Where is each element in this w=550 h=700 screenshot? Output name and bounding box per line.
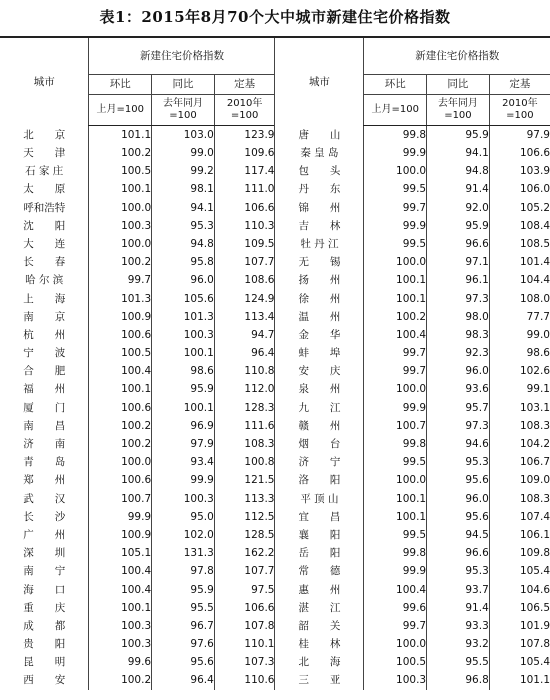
city-cell-right: 济 宁	[275, 453, 364, 471]
yoy-cell-left: 100.3	[152, 490, 215, 508]
city-cell-right: 湛 江	[275, 599, 364, 617]
mom-cell-right: 100.3	[364, 672, 427, 690]
yoy-cell-left: 100.3	[152, 326, 215, 344]
mom-cell-right: 99.7	[364, 344, 427, 362]
city-cell-left: 上 海	[23, 292, 66, 305]
base-cell-left: 97.5	[214, 581, 275, 599]
city-cell-left: 南 宁	[23, 565, 66, 578]
yoy-cell-left: 96.4	[152, 672, 215, 690]
yoy-cell-right: 95.6	[427, 508, 490, 526]
mom-cell-left: 101.3	[89, 290, 152, 308]
base-cell-right: 101.1	[489, 672, 550, 690]
mom-cell-left: 100.7	[89, 490, 152, 508]
yoy-cell-right: 96.6	[427, 235, 490, 253]
base-cell-right: 101.9	[489, 617, 550, 635]
mom-cell-right: 100.4	[364, 326, 427, 344]
yoy-cell-right: 95.3	[427, 563, 490, 581]
yoy-cell-left: 100.1	[152, 399, 215, 417]
table-row	[0, 635, 550, 653]
mom-cell-left: 100.2	[89, 253, 152, 271]
base-cell-left: 106.6	[214, 599, 275, 617]
city-cell-right: 丹 东	[275, 181, 364, 199]
yoy-cell-right: 92.0	[427, 199, 490, 217]
mom-cell-left: 100.0	[89, 453, 152, 471]
yoy-cell-left: 98.6	[152, 362, 215, 380]
city-cell-left: 重 庆	[23, 601, 66, 614]
city-cell-left: 深 圳	[23, 547, 66, 560]
city-cell-left: 武 汉	[23, 492, 66, 505]
mom-cell-right: 99.8	[364, 126, 427, 145]
mom-cell-right: 100.0	[364, 162, 427, 180]
mom-cell-left: 99.7	[89, 272, 152, 290]
city-cell-left: 长 沙	[23, 510, 66, 523]
yoy-cell-left: 94.8	[152, 235, 215, 253]
base-cell-left: 106.6	[214, 199, 275, 217]
yoy-cell-left: 95.0	[152, 508, 215, 526]
table-row	[0, 417, 550, 435]
mom-cell-left: 100.4	[89, 362, 152, 380]
city-cell-left: 西 安	[23, 674, 66, 687]
mom-cell-left: 100.3	[89, 617, 152, 635]
yoy-cell-left: 95.6	[152, 653, 215, 671]
base-cell-right: 106.7	[489, 453, 550, 471]
base-cell-right: 102.6	[489, 362, 550, 380]
mom-cell-right: 99.5	[364, 235, 427, 253]
base-cell-left: 107.7	[214, 253, 275, 271]
mom-cell-left: 100.2	[89, 672, 152, 690]
city-cell-right: 岳 阳	[275, 544, 364, 562]
mom-cell-left: 101.1	[89, 126, 152, 145]
city-cell-left: 杭 州	[23, 328, 66, 341]
base-subheader-right: 2010年=100	[489, 95, 550, 126]
base-cell-right: 108.5	[489, 235, 550, 253]
mom-header-right: 环比	[364, 75, 427, 95]
yoy-cell-right: 94.5	[427, 526, 490, 544]
city-cell-left: 郑 州	[23, 474, 66, 487]
mom-cell-right: 100.2	[364, 308, 427, 326]
yoy-cell-left: 95.9	[152, 581, 215, 599]
yoy-cell-right: 96.1	[427, 272, 490, 290]
yoy-cell-left: 95.8	[152, 253, 215, 271]
city-header-right: 城市	[275, 37, 364, 126]
mom-cell-left: 100.4	[89, 581, 152, 599]
mom-cell-right: 99.9	[364, 399, 427, 417]
table-row	[0, 362, 550, 380]
mom-cell-left: 100.2	[89, 417, 152, 435]
mom-cell-right: 100.0	[364, 381, 427, 399]
mom-cell-right: 100.1	[364, 508, 427, 526]
table-row	[0, 526, 550, 544]
price-index-table	[0, 36, 550, 690]
index-group-header-right: 新建住宅价格指数	[364, 37, 550, 75]
base-cell-left: 113.4	[214, 308, 275, 326]
table-title: 表1：2015年8月70个大中城市新建住宅价格指数	[99, 8, 451, 26]
mom-cell-left: 100.2	[89, 435, 152, 453]
yoy-cell-left: 94.1	[152, 199, 215, 217]
mom-cell-left: 100.4	[89, 563, 152, 581]
city-cell-left: 呼和浩特	[23, 201, 66, 214]
city-cell-left: 石 家 庄	[25, 165, 64, 178]
yoy-cell-right: 98.3	[427, 326, 490, 344]
yoy-cell-right: 93.7	[427, 581, 490, 599]
table-row	[0, 381, 550, 399]
city-cell-right: 惠 州	[275, 581, 364, 599]
mom-cell-left: 100.9	[89, 526, 152, 544]
mom-cell-right: 100.1	[364, 490, 427, 508]
mom-cell-left: 100.3	[89, 635, 152, 653]
city-cell-left: 昆 明	[23, 656, 66, 669]
table-row	[0, 253, 550, 271]
base-cell-left: 123.9	[214, 126, 275, 145]
base-cell-right: 104.6	[489, 581, 550, 599]
mom-cell-right: 99.5	[364, 453, 427, 471]
yoy-cell-left: 95.9	[152, 381, 215, 399]
base-cell-left: 109.5	[214, 235, 275, 253]
mom-cell-left: 100.6	[89, 472, 152, 490]
city-cell-right: 包 头	[275, 162, 364, 180]
mom-cell-left: 99.9	[89, 508, 152, 526]
city-cell-left: 南 京	[23, 310, 66, 323]
mom-header-left: 环比	[89, 75, 152, 95]
city-cell-left: 南 昌	[23, 419, 66, 432]
mom-cell-right: 100.0	[364, 472, 427, 490]
city-cell-right: 平 顶 山	[275, 490, 364, 508]
city-cell-left: 海 口	[23, 583, 66, 596]
city-cell-right: 泉 州	[275, 381, 364, 399]
base-cell-right: 108.4	[489, 217, 550, 235]
table-row	[0, 508, 550, 526]
table-row	[0, 472, 550, 490]
mom-subheader-left: 上月=100	[89, 95, 152, 126]
table-row	[0, 217, 550, 235]
yoy-cell-right: 95.6	[427, 472, 490, 490]
city-header-left: 城市	[33, 75, 55, 88]
base-header-right: 定基	[489, 75, 550, 95]
city-cell-right: 北 海	[275, 653, 364, 671]
base-cell-left: 110.8	[214, 362, 275, 380]
mom-cell-right: 100.0	[364, 253, 427, 271]
mom-cell-left: 100.9	[89, 308, 152, 326]
base-cell-left: 112.0	[214, 381, 275, 399]
base-cell-right: 104.4	[489, 272, 550, 290]
yoy-cell-left: 99.2	[152, 162, 215, 180]
table-row	[0, 290, 550, 308]
city-cell-right: 金 华	[275, 326, 364, 344]
city-cell-right: 锦 州	[275, 199, 364, 217]
mom-cell-right: 99.9	[364, 144, 427, 162]
city-cell-right: 韶 关	[275, 617, 364, 635]
table-row	[0, 435, 550, 453]
yoy-cell-left: 97.8	[152, 563, 215, 581]
base-cell-right: 103.1	[489, 399, 550, 417]
yoy-cell-left: 96.9	[152, 417, 215, 435]
table-row	[0, 235, 550, 253]
table-row	[0, 344, 550, 362]
city-cell-right: 徐 州	[275, 290, 364, 308]
city-cell-right: 吉 林	[275, 217, 364, 235]
city-cell-left: 济 南	[23, 438, 66, 451]
mom-cell-right: 99.5	[364, 181, 427, 199]
mom-cell-right: 99.7	[364, 199, 427, 217]
yoy-cell-right: 98.0	[427, 308, 490, 326]
city-cell-left: 成 都	[23, 619, 66, 632]
city-cell-left: 青 岛	[23, 456, 66, 469]
base-cell-left: 110.1	[214, 635, 275, 653]
base-cell-left: 110.3	[214, 217, 275, 235]
city-cell-left: 哈 尔 滨	[25, 274, 64, 287]
base-cell-left: 107.7	[214, 563, 275, 581]
city-cell-left: 贵 阳	[23, 638, 66, 651]
yoy-cell-right: 97.3	[427, 417, 490, 435]
city-cell-left: 天 津	[23, 147, 66, 160]
table-row	[0, 144, 550, 162]
mom-cell-right: 100.0	[364, 635, 427, 653]
table-row	[0, 490, 550, 508]
yoy-subheader-right: 去年同月=100	[427, 95, 490, 126]
mom-cell-right: 99.5	[364, 526, 427, 544]
yoy-subheader-left: 去年同月=100	[152, 95, 215, 126]
base-cell-left: 111.6	[214, 417, 275, 435]
base-subheader-left: 2010年=100	[214, 95, 275, 126]
city-cell-right: 蚌 埠	[275, 344, 364, 362]
base-cell-left: 94.7	[214, 326, 275, 344]
yoy-cell-right: 93.2	[427, 635, 490, 653]
city-cell-right: 赣 州	[275, 417, 364, 435]
base-cell-right: 105.4	[489, 563, 550, 581]
yoy-cell-left: 95.5	[152, 599, 215, 617]
table-row	[0, 617, 550, 635]
city-cell-right: 温 州	[275, 308, 364, 326]
mom-cell-right: 99.7	[364, 362, 427, 380]
city-cell-right: 牡 丹 江	[275, 235, 364, 253]
mom-cell-left: 100.2	[89, 144, 152, 162]
yoy-cell-left: 100.1	[152, 344, 215, 362]
mom-cell-left: 100.0	[89, 199, 152, 217]
yoy-cell-left: 99.9	[152, 472, 215, 490]
base-cell-left: 108.3	[214, 435, 275, 453]
table-row	[0, 199, 550, 217]
base-cell-left: 124.9	[214, 290, 275, 308]
yoy-cell-right: 91.4	[427, 599, 490, 617]
city-cell-left: 长 春	[23, 256, 66, 269]
mom-cell-right: 99.7	[364, 617, 427, 635]
mom-cell-left: 100.6	[89, 399, 152, 417]
base-cell-right: 106.6	[489, 144, 550, 162]
table-row	[0, 162, 550, 180]
table-row	[0, 672, 550, 690]
base-cell-right: 109.0	[489, 472, 550, 490]
table-row	[0, 308, 550, 326]
yoy-cell-right: 97.3	[427, 290, 490, 308]
yoy-header-right: 同比	[427, 75, 490, 95]
mom-cell-right: 99.8	[364, 435, 427, 453]
base-cell-right: 104.2	[489, 435, 550, 453]
yoy-cell-left: 96.0	[152, 272, 215, 290]
base-cell-left: 107.8	[214, 617, 275, 635]
city-cell-right: 桂 林	[275, 635, 364, 653]
city-cell-right: 唐 山	[275, 126, 364, 145]
base-cell-right: 105.2	[489, 199, 550, 217]
table-row	[0, 181, 550, 199]
table-row	[0, 272, 550, 290]
base-cell-right: 77.7	[489, 308, 550, 326]
base-cell-left: 96.4	[214, 344, 275, 362]
table-row	[0, 599, 550, 617]
city-cell-right: 襄 阳	[275, 526, 364, 544]
yoy-cell-left: 93.4	[152, 453, 215, 471]
mom-cell-right: 100.1	[364, 290, 427, 308]
base-cell-left: 111.0	[214, 181, 275, 199]
base-cell-left: 108.6	[214, 272, 275, 290]
yoy-cell-left: 97.9	[152, 435, 215, 453]
mom-cell-left: 100.0	[89, 235, 152, 253]
table-row	[0, 126, 550, 145]
mom-cell-left: 100.1	[89, 599, 152, 617]
yoy-cell-left: 131.3	[152, 544, 215, 562]
yoy-cell-left: 102.0	[152, 526, 215, 544]
city-cell-left: 北 京	[23, 128, 66, 141]
city-cell-left: 合 肥	[23, 365, 66, 378]
mom-cell-right: 100.7	[364, 417, 427, 435]
table-row	[0, 653, 550, 671]
city-cell-left: 厦 门	[23, 401, 66, 414]
table-row	[0, 581, 550, 599]
mom-cell-right: 99.8	[364, 544, 427, 562]
index-group-header-left: 新建住宅价格指数	[89, 37, 275, 75]
base-cell-left: 100.8	[214, 453, 275, 471]
city-cell-right: 扬 州	[275, 272, 364, 290]
yoy-cell-right: 94.6	[427, 435, 490, 453]
city-cell-right: 洛 阳	[275, 472, 364, 490]
base-cell-right: 108.3	[489, 417, 550, 435]
yoy-cell-right: 96.6	[427, 544, 490, 562]
yoy-cell-right: 94.8	[427, 162, 490, 180]
mom-cell-right: 99.9	[364, 563, 427, 581]
base-cell-left: 162.2	[214, 544, 275, 562]
yoy-cell-left: 101.3	[152, 308, 215, 326]
base-cell-right: 103.9	[489, 162, 550, 180]
base-cell-right: 101.4	[489, 253, 550, 271]
base-cell-right: 107.4	[489, 508, 550, 526]
city-cell-left: 广 州	[23, 528, 66, 541]
mom-cell-right: 100.1	[364, 272, 427, 290]
base-header-left: 定基	[214, 75, 275, 95]
yoy-cell-right: 95.5	[427, 653, 490, 671]
yoy-cell-left: 98.1	[152, 181, 215, 199]
base-cell-right: 97.9	[489, 126, 550, 145]
mom-cell-left: 100.5	[89, 344, 152, 362]
base-cell-right: 109.8	[489, 544, 550, 562]
base-cell-left: 113.3	[214, 490, 275, 508]
table-row	[0, 563, 550, 581]
yoy-cell-right: 97.1	[427, 253, 490, 271]
city-cell-left: 宁 波	[23, 347, 66, 360]
yoy-cell-right: 93.3	[427, 617, 490, 635]
base-cell-right: 108.3	[489, 490, 550, 508]
base-cell-left: 128.5	[214, 526, 275, 544]
mom-subheader-right: 上月=100	[364, 95, 427, 126]
base-cell-right: 108.0	[489, 290, 550, 308]
yoy-cell-right: 95.9	[427, 126, 490, 145]
mom-cell-left: 100.1	[89, 181, 152, 199]
yoy-cell-right: 95.3	[427, 453, 490, 471]
yoy-cell-left: 105.6	[152, 290, 215, 308]
yoy-cell-left: 96.7	[152, 617, 215, 635]
base-cell-left: 117.4	[214, 162, 275, 180]
city-cell-right: 九 江	[275, 399, 364, 417]
base-cell-right: 99.0	[489, 326, 550, 344]
mom-cell-left: 100.5	[89, 162, 152, 180]
city-cell-right: 常 德	[275, 563, 364, 581]
yoy-cell-right: 96.0	[427, 362, 490, 380]
base-cell-left: 107.3	[214, 653, 275, 671]
base-cell-right: 105.4	[489, 653, 550, 671]
city-cell-right: 烟 台	[275, 435, 364, 453]
city-cell-right: 三 亚	[275, 672, 364, 690]
yoy-header-left: 同比	[152, 75, 215, 95]
city-cell-left: 太 原	[23, 183, 66, 196]
mom-cell-left: 105.1	[89, 544, 152, 562]
table-body	[0, 126, 550, 690]
mom-cell-right: 100.5	[364, 653, 427, 671]
mom-cell-left: 100.3	[89, 217, 152, 235]
table-row	[0, 326, 550, 344]
yoy-cell-left: 99.0	[152, 144, 215, 162]
yoy-cell-right: 93.6	[427, 381, 490, 399]
city-cell-left: 福 州	[23, 383, 66, 396]
base-cell-right: 106.0	[489, 181, 550, 199]
base-cell-right: 107.8	[489, 635, 550, 653]
yoy-cell-left: 97.6	[152, 635, 215, 653]
city-cell-right: 宜 昌	[275, 508, 364, 526]
city-cell-right: 秦 皇 岛	[275, 144, 364, 162]
yoy-cell-right: 95.7	[427, 399, 490, 417]
table-row	[0, 453, 550, 471]
base-cell-left: 112.5	[214, 508, 275, 526]
base-cell-right: 98.6	[489, 344, 550, 362]
mom-cell-left: 100.1	[89, 381, 152, 399]
yoy-cell-left: 95.3	[152, 217, 215, 235]
city-cell-left: 沈 阳	[23, 219, 66, 232]
base-cell-right: 106.1	[489, 526, 550, 544]
yoy-cell-right: 92.3	[427, 344, 490, 362]
table-row	[0, 544, 550, 562]
mom-cell-right: 100.4	[364, 581, 427, 599]
yoy-cell-left: 103.0	[152, 126, 215, 145]
mom-cell-right: 99.9	[364, 217, 427, 235]
city-cell-right: 安 庆	[275, 362, 364, 380]
yoy-cell-right: 91.4	[427, 181, 490, 199]
base-cell-left: 109.6	[214, 144, 275, 162]
yoy-cell-right: 96.0	[427, 490, 490, 508]
base-cell-left: 128.3	[214, 399, 275, 417]
base-cell-right: 106.5	[489, 599, 550, 617]
mom-cell-left: 99.6	[89, 653, 152, 671]
yoy-cell-right: 96.8	[427, 672, 490, 690]
base-cell-left: 110.6	[214, 672, 275, 690]
mom-cell-right: 99.6	[364, 599, 427, 617]
city-cell-left: 大 连	[23, 237, 66, 250]
yoy-cell-right: 94.1	[427, 144, 490, 162]
table-row	[0, 399, 550, 417]
base-cell-right: 99.1	[489, 381, 550, 399]
base-cell-left: 121.5	[214, 472, 275, 490]
city-cell-right: 无 锡	[275, 253, 364, 271]
yoy-cell-right: 95.9	[427, 217, 490, 235]
mom-cell-left: 100.6	[89, 326, 152, 344]
